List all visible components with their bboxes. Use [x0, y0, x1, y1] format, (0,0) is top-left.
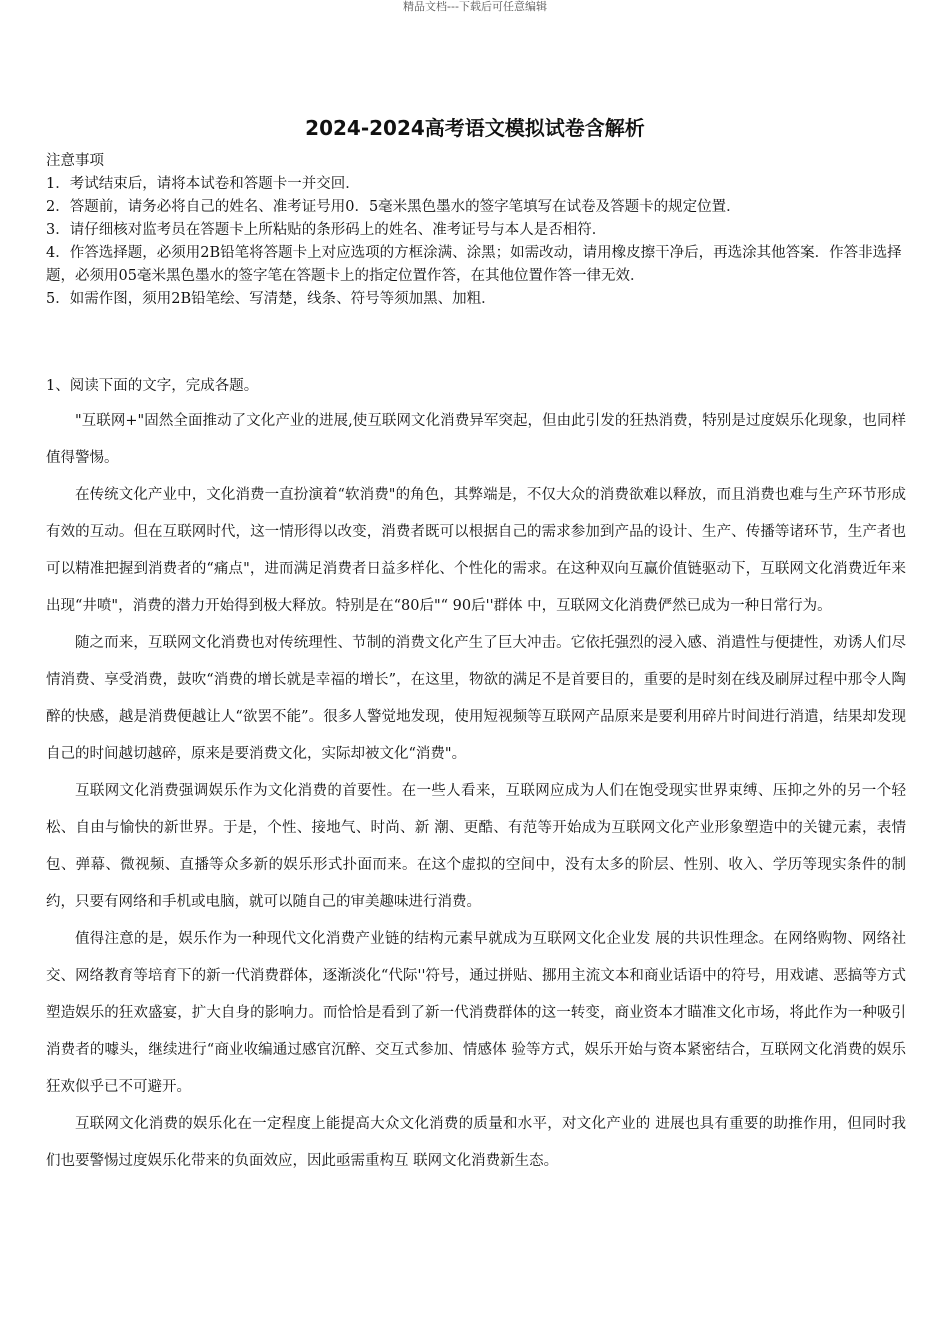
passage-paragraph: 在传统文化产业中，文化消费一直扮演着“软消费"的角色，其弊端是，不仅大众的消费欲难以释放，而且消费也难与生产环节形成有效的互动。但在互联网时代，这一情形得以改变，消费者既可以根据自己的需求参加到产品的设计、生产、传播等诸环节，生产者也可以精准把握到消费者的“痛点"，进而满足消费者日益多样化、个性化的需求。在这种双向互赢价值链驱动下，互联网文化消费近年来出现“井喷"，消费的潜力开始得到极大释放。特别是在“80后"“ 90后''群体 中，互联网文化消费俨然已成为一种日常行为。	[46, 487, 906, 614]
notice-item: 3．请仔细核对监考员在答题卡上所粘贴的条形码上的姓名、准考证号与本人是否相符．	[46, 222, 607, 238]
notice-item: 1．考试结束后，请将本试卷和答题卡一并交回．	[46, 176, 360, 192]
passage-paragraph: 随之而来，互联网文化消费也对传统理性、节制的消费文化产生了巨大冲击。它依托强烈的浸入感、消遣性与便捷性，劝诱人们尽情消费、享受消费，鼓吹“消费的增长就是幸福的增长”，在这里，物欲的满足不是首要目的，重要的是时刻在线及刷屏过程中那令人陶醉的快感，越是消费便越让人“欲罢不能”。很多人警觉地发现，使用短视频等互联网产品原来是要利用碎片时间进行消遣，结果却发现自己的时间越切越碎，原来是要消费文化，实际却被文化“消费"。	[46, 635, 906, 762]
question-heading: 1、阅读下面的文字，完成各题。	[46, 378, 259, 394]
passage-paragraph: 值得注意的是，娱乐作为一种现代文化消费产业链的结构元素早就成为互联网文化企业发 展的共识性理念。在网络购物、网络社交、网络教育等培育下的新一代消费群体，逐渐淡化“代际''符号，通过拼贴、挪用主流文本和商业话语中的符号，用戏谑、恶搞等方式塑造娱乐的狂欢盛宴，扩大自身的影响力。而恰恰是看到了新一代消费群体的这一转变，商业资本才瞄准文化市场，将此作为一种吸引消费者的噱头，继续进行“商业收编通过感官沉醉、交互式参加、情感体 验等方式，娱乐开始与资本紧密结合，互联网文化消费的娱乐狂欢似乎已不可避开。	[46, 931, 906, 1095]
page-title: 2024-2024高考语文模拟试卷含解析	[305, 116, 645, 140]
notice-item: 2．答题前，请务必将自己的姓名、准考证号用0．5毫米黑色墨水的签字笔填写在试卷及答题卡的规定位置．	[46, 199, 741, 215]
notice-item: 5．如需作图，须用2B铅笔绘、写清楚，线条、符号等须加黑、加粗．	[46, 291, 496, 307]
notice-heading: 注意事项	[46, 153, 104, 169]
passage-paragraph: "互联网+"固然全面推动了文化产业的进展,使互联网文化消费异军突起，但由此引发的狂热消费，特别是过度娱乐化现象，也同样值得警惕。	[46, 413, 906, 466]
notice-item: 4．作答选择题，必须用2B铅笔将答题卡上对应选项的方框涂满、涂黑；如需改动，请用橡皮擦干净后，再选涂其他答案．作答非选择题，必须用05毫米黑色墨水的签字笔在答题卡上的指定位置作答，在其他位置作答一律无效．	[46, 245, 902, 284]
header-watermark: 精品文档---下载后可任意编辑	[403, 0, 547, 13]
notice-section	[46, 150, 916, 311]
passage-paragraph: 互联网文化消费强调娱乐作为文化消费的首要性。在一些人看来，互联网应成为人们在饱受现实世界束缚、压抑之外的另一个轻松、自由与愉快的新世界。于是，个性、接地气、时尚、新 潮、更酷、有范等开始成为互联网文化产业形象塑造中的关键元素，表情包、弹幕、微视频、直播等众多新的娱乐形式扑面而来。在这个虚拟的空间中，没有太多的阶层、性别、收入、学历等现实条件的制约，只要有网络和手机或电脑，就可以随自己的审美趣味进行消费。	[46, 783, 906, 910]
passage-paragraph: 互联网文化消费的娱乐化在一定程度上能提高大众文化消费的质量和水平，对文化产业的 进展也具有重要的助推作用，但同时我们也要警惕过度娱乐化带来的负面效应，因此亟需重构互 联网文化消费新生态。	[46, 1116, 906, 1169]
reading-passage	[46, 375, 906, 1180]
